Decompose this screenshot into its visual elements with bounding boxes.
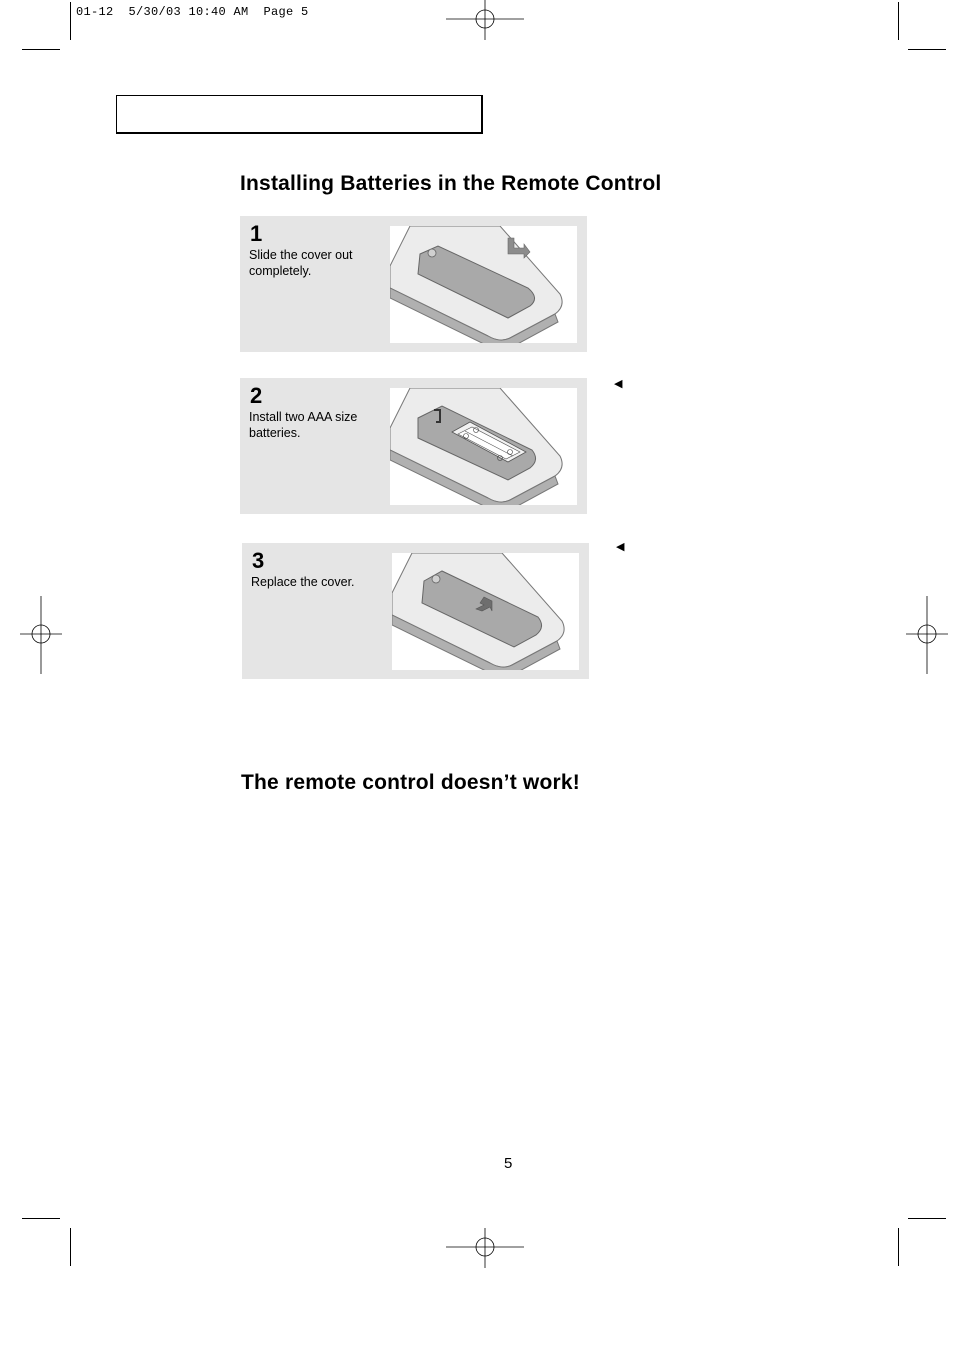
crosshair-target-icon xyxy=(446,0,524,40)
battery-installation-illustration xyxy=(390,388,577,505)
crop-mark xyxy=(22,1218,60,1219)
step-instruction: Replace the cover. xyxy=(251,575,355,589)
crosshair-target-icon xyxy=(446,1228,524,1268)
step-panel-2 xyxy=(240,378,587,514)
step-number: 1 xyxy=(250,221,263,246)
step-instruction: Slide the cover out completely. xyxy=(249,248,353,278)
left-triangle-icon: ◀ xyxy=(616,541,625,553)
section-header-box xyxy=(116,95,483,134)
step-instruction: Install two AAA size batteries. xyxy=(249,410,358,440)
section-title: The remote control doesn’t work! xyxy=(241,771,580,794)
step-panel-3 xyxy=(242,543,589,679)
crop-mark xyxy=(898,2,899,40)
left-triangle-icon: ◀ xyxy=(614,378,623,390)
remote-cover-replace-illustration xyxy=(392,553,579,670)
print-slug: 01-12 5/30/03 10:40 AM Page 5 xyxy=(76,5,309,19)
crop-mark xyxy=(70,2,71,40)
section-title: Installing Batteries in the Remote Control xyxy=(240,172,662,195)
step-number: 2 xyxy=(250,383,263,408)
crosshair-target-icon xyxy=(906,596,948,674)
crop-mark xyxy=(908,49,946,50)
remote-cover-removal-illustration xyxy=(390,226,577,343)
crop-mark xyxy=(70,1228,71,1266)
page-number: 5 xyxy=(504,1155,513,1172)
step-number: 3 xyxy=(252,548,265,573)
crosshair-target-icon xyxy=(20,596,62,674)
crop-mark xyxy=(22,49,60,50)
crop-mark xyxy=(908,1218,946,1219)
crop-mark xyxy=(898,1228,899,1266)
step-panel-1 xyxy=(240,216,587,352)
